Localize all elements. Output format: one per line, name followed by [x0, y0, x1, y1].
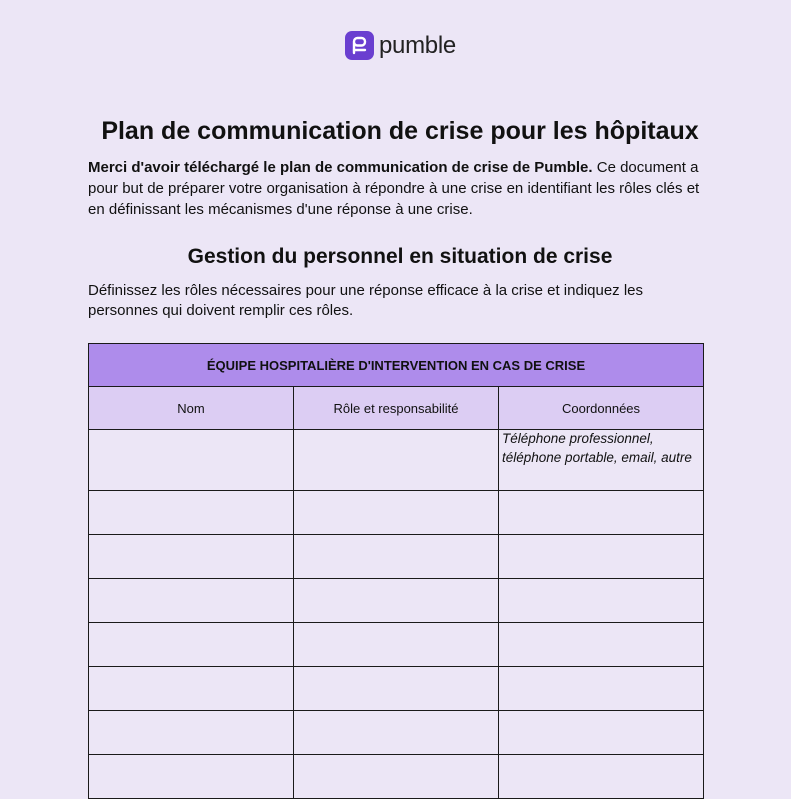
table-row	[89, 491, 704, 535]
crisis-team-table	[88, 343, 704, 799]
intro-text: Ce document a pour but de préparer votre organisation à répondre à une crise en identifiant les rôles clés et en définissant les mécanismes d'une réponse à une crise.	[88, 159, 700, 218]
table-row	[89, 711, 704, 755]
cell-nom[interactable]	[89, 667, 294, 711]
intro-bold-text: Merci d'avoir téléchargé le plan de communication de crise de Pumble.	[88, 159, 593, 176]
cell-role[interactable]	[294, 667, 499, 711]
cell-coordonnees[interactable]	[499, 491, 704, 535]
table-header-row	[89, 387, 704, 430]
table-row	[89, 755, 704, 799]
cell-role[interactable]	[294, 491, 499, 535]
cell-role[interactable]	[294, 711, 499, 755]
section-description: Définissez les rôles nécessaires pour une réponse efficace à la crise et indiquez les personnes qui doivent remplir ces rôles.	[88, 282, 644, 319]
pumble-logo-icon	[345, 31, 374, 60]
cell-coordonnees[interactable]	[499, 535, 704, 579]
cell-nom[interactable]	[89, 623, 294, 667]
cell-role[interactable]	[294, 430, 499, 491]
cell-coordonnees[interactable]	[499, 755, 704, 799]
section-title: Gestion du personnel en situation de crise	[187, 245, 613, 268]
cell-nom[interactable]	[89, 755, 294, 799]
intro-paragraph	[88, 157, 708, 220]
cell-nom[interactable]	[89, 491, 294, 535]
cell-role[interactable]	[294, 579, 499, 623]
table-row	[89, 623, 704, 667]
cell-coordonnees[interactable]	[499, 579, 704, 623]
contact-hint-text: Téléphone professionnel, téléphone portable, email, autre	[502, 431, 692, 465]
cell-coordonnees[interactable]	[499, 711, 704, 755]
column-header-nom: Nom	[89, 387, 294, 430]
cell-role[interactable]	[294, 755, 499, 799]
cell-coordonnees[interactable]	[499, 430, 704, 491]
cell-nom[interactable]	[89, 535, 294, 579]
cell-role[interactable]	[294, 535, 499, 579]
table-row	[89, 579, 704, 623]
cell-role[interactable]	[294, 623, 499, 667]
pumble-logo	[345, 31, 456, 60]
table-row	[89, 535, 704, 579]
table-title: ÉQUIPE HOSPITALIÈRE D'INTERVENTION EN CAS DE CRISE	[89, 344, 704, 387]
table-row	[89, 430, 704, 491]
table-row	[89, 667, 704, 711]
table-title-row	[89, 344, 704, 387]
cell-coordonnees[interactable]	[499, 623, 704, 667]
cell-nom[interactable]	[89, 579, 294, 623]
cell-coordonnees[interactable]	[499, 667, 704, 711]
column-header-coordonnees: Coordonnées	[499, 387, 704, 430]
pumble-logo-text: pumble	[379, 32, 456, 59]
column-header-role: Rôle et responsabilité	[294, 387, 499, 430]
page-title: Plan de communication de crise pour les hôpitaux	[101, 117, 699, 145]
cell-nom[interactable]	[89, 430, 294, 491]
cell-nom[interactable]	[89, 711, 294, 755]
